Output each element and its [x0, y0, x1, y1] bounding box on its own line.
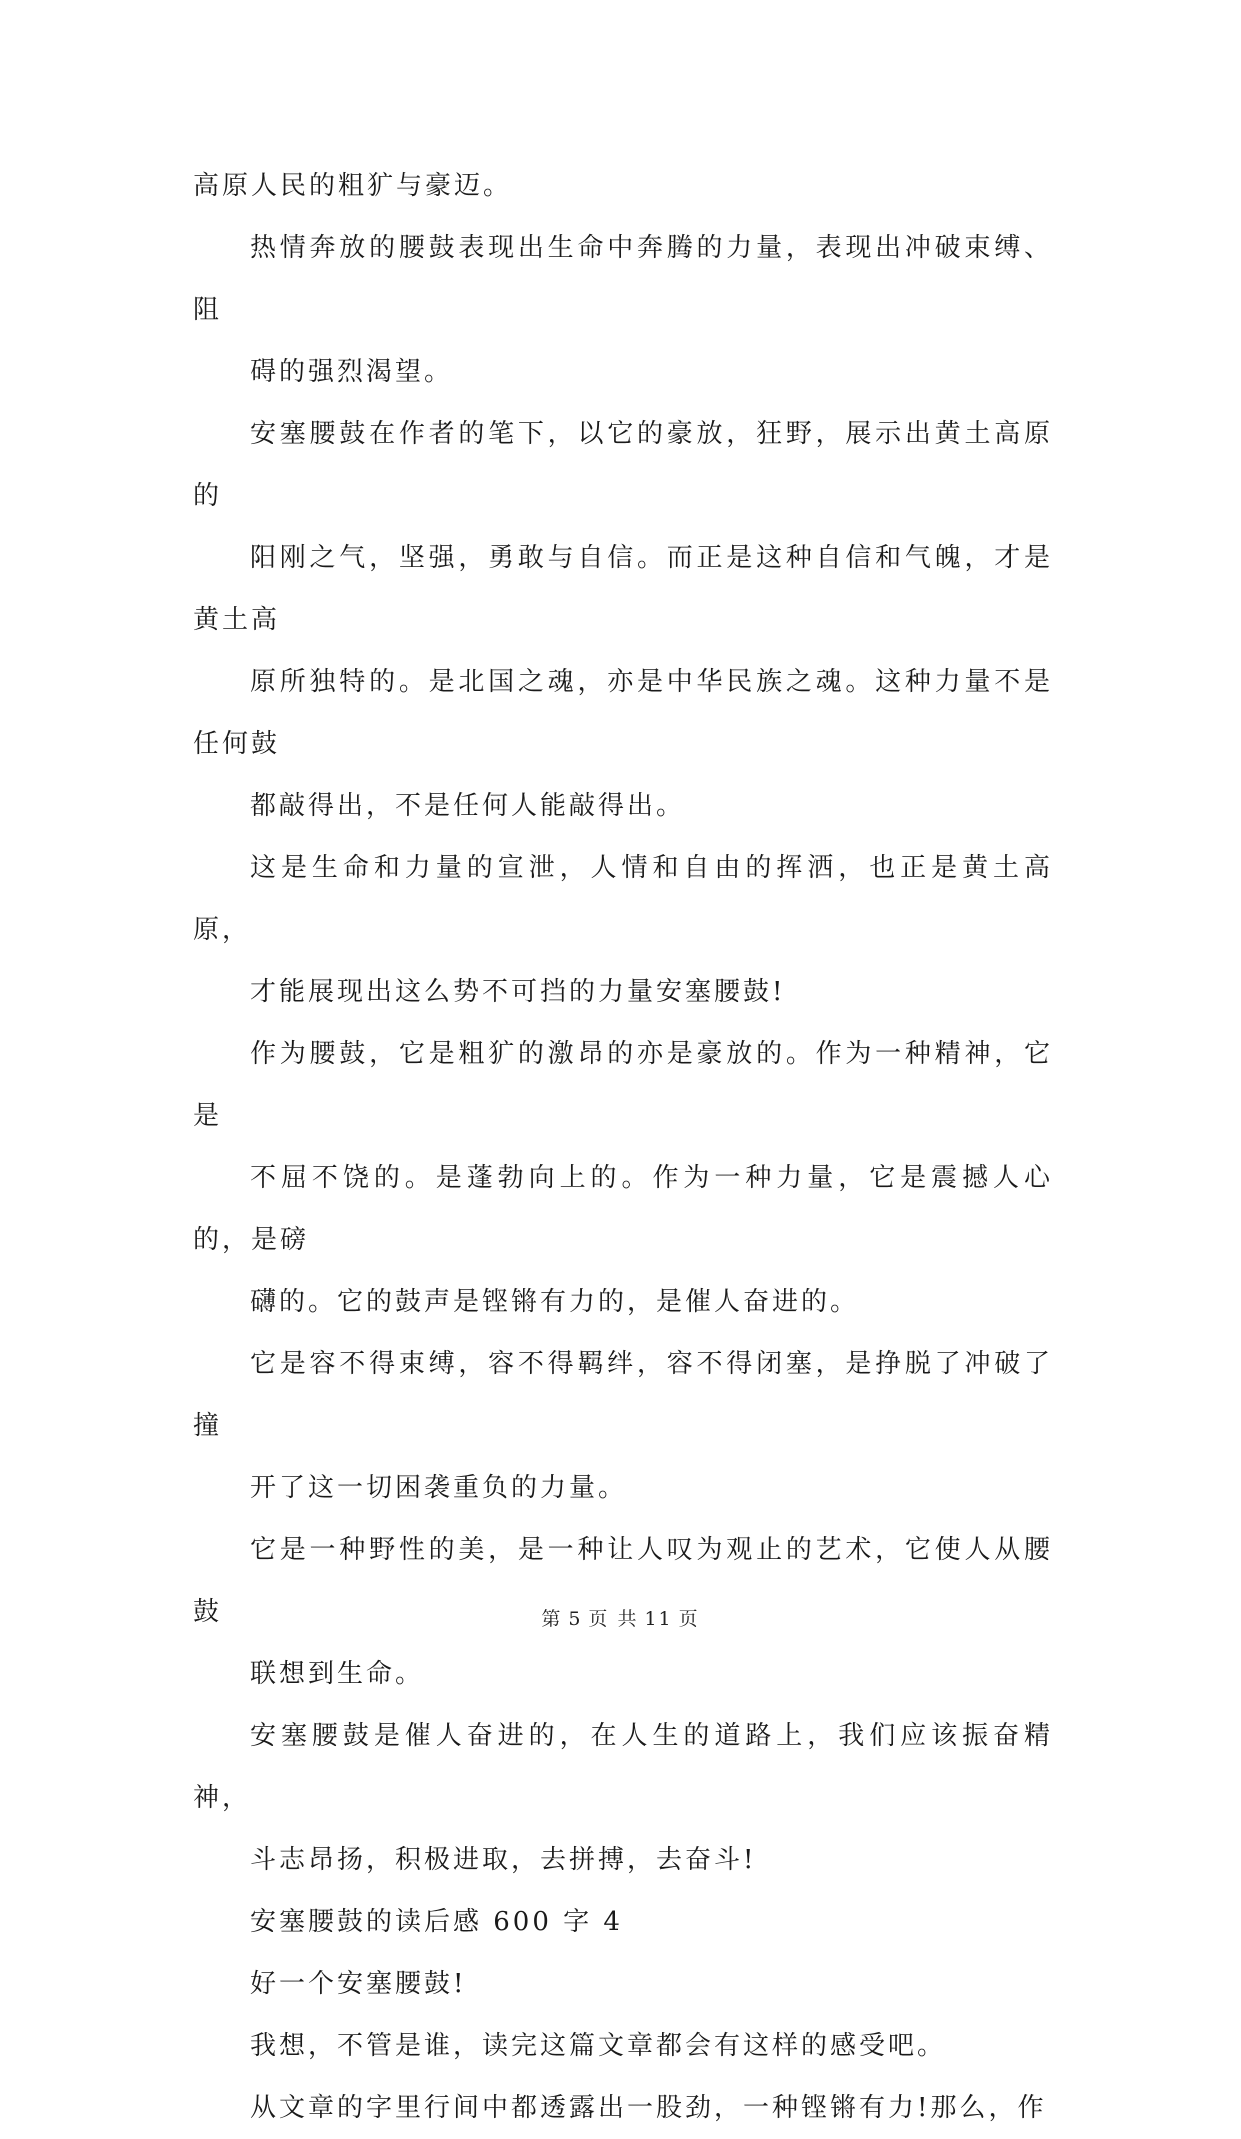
paragraph-line: 原所独特的。是北国之魂，亦是中华民族之魂。这种力量不是任何鼓 — [193, 667, 1053, 759]
footer-page-number: 5 — [568, 1608, 583, 1630]
paragraph-line: 礴的。它的鼓声是铿锵有力的，是催人奋进的。 — [250, 1287, 860, 1317]
footer-prefix: 第 — [541, 1608, 563, 1630]
paragraph-line: 不屈不饶的。是蓬勃向上的。作为一种力量，它是震撼人心的，是磅 — [193, 1163, 1053, 1255]
paragraph-line: 作为腰鼓，它是粗犷的激昂的亦是豪放的。作为一种精神，它是 — [193, 1039, 1053, 1131]
paragraph-line: 它是容不得束缚，容不得羁绊，容不得闭塞，是挣脱了冲破了撞 — [193, 1349, 1053, 1441]
footer-middle: 页 共 — [588, 1608, 639, 1630]
paragraph-line: 我想，不管是谁，读完这篇文章都会有这样的感受吧。 — [250, 2031, 947, 2061]
paragraph — [193, 2015, 1053, 2077]
paragraph-line: 高原人民的粗犷与豪迈。 — [193, 171, 513, 201]
footer-total-pages: 11 — [644, 1608, 673, 1630]
paragraph-line: 碍的强烈渴望。 — [250, 357, 454, 387]
paragraph — [193, 1023, 1053, 1333]
paragraph-line: 热情奔放的腰鼓表现出生命中奔腾的力量，表现出冲破束缚、阻 — [193, 233, 1053, 325]
paragraph-line: 安塞腰鼓是催人奋进的，在人生的道路上，我们应该振奋精神， — [193, 1721, 1053, 1813]
document-body — [193, 155, 1053, 2139]
paragraph-line: 从文章的字里行间中都透露出一股劲，一种铿锵有力!那么，作 — [250, 2093, 1047, 2123]
paragraph-line: 才能展现出这么势不可挡的力量安塞腰鼓! — [250, 977, 786, 1007]
paragraph-line: 斗志昂扬，积极进取，去拼搏，去奋斗! — [250, 1845, 757, 1875]
paragraph-line: 联想到生命。 — [250, 1659, 425, 1689]
paragraph-line: 安塞腰鼓的读后感 600 字 4 — [250, 1907, 623, 1937]
paragraph — [193, 1891, 1053, 1953]
paragraph — [193, 1953, 1053, 2015]
paragraph-line: 这是生命和力量的宣泄，人情和自由的挥洒，也正是黄土高原， — [193, 853, 1053, 945]
paragraph — [193, 837, 1053, 1023]
paragraph-line: 都敲得出，不是任何人能敲得出。 — [250, 791, 686, 821]
paragraph-line: 阳刚之气，坚强，勇敢与自信。而正是这种自信和气魄，才是黄土高 — [193, 543, 1053, 635]
page-footer — [0, 1604, 1241, 1631]
paragraph — [193, 1333, 1053, 1519]
paragraph-line: 安塞腰鼓在作者的笔下，以它的豪放，狂野，展示出黄土高原的 — [193, 419, 1053, 511]
paragraph — [193, 403, 1053, 837]
paragraph — [193, 1705, 1053, 1891]
paragraph-line: 开了这一切困袭重负的力量。 — [250, 1473, 628, 1503]
paragraph — [193, 2077, 1053, 2139]
paragraph — [193, 155, 1053, 217]
paragraph — [193, 217, 1053, 403]
footer-suffix: 页 — [678, 1608, 700, 1630]
paragraph-line: 好一个安塞腰鼓! — [250, 1969, 467, 1999]
paragraph-line: 它是一种野性的美，是一种让人叹为观止的艺术，它使人从腰鼓 — [193, 1535, 1053, 1627]
